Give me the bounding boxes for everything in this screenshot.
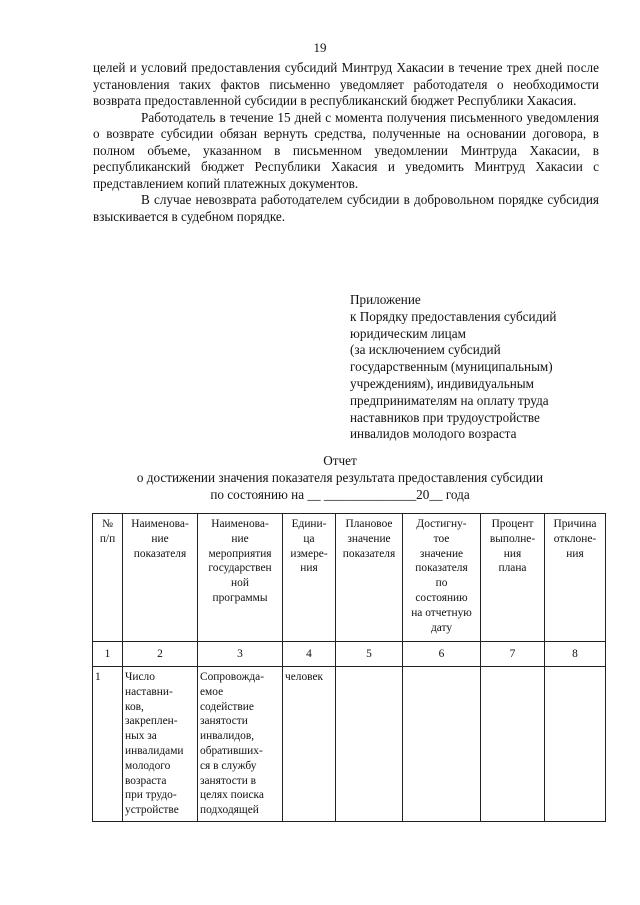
paragraph-3: В случае невозврата работодателем субсидии в добровольном порядке субсидия взыскивается в судебном порядке. [93, 192, 599, 224]
table-cell-number: 1 [93, 667, 123, 822]
report-table [92, 513, 606, 822]
table-cell-percent-completion [481, 667, 545, 822]
table-column-number-row [93, 642, 606, 667]
header-cell-number: № п/п [93, 514, 123, 642]
column-number: 6 [403, 642, 481, 667]
column-number: 1 [93, 642, 123, 667]
column-number: 7 [481, 642, 545, 667]
appendix-line: (за исключением субсидий [350, 342, 501, 358]
appendix-line: к Порядку предоставления субсидий [350, 308, 557, 324]
header-cell-achieved-value: Достигну- тое значение показателя по состоянию на отчетную дату [403, 514, 481, 642]
header-cell-percent-completion: Процент выполне- ния плана [481, 514, 545, 642]
report-date-line: по состоянию на __ ______________20__ года [210, 487, 470, 502]
table-cell-indicator-name: Число наставни- ков, закреплен- ных за инвалидами молодого возраста при трудо- устройстве [123, 667, 198, 822]
paragraph-1: целей и условий предоставления субсидий Минтруд Хакасии в течение трех дней после установления таких фактов письменно уведомляет работодателя о необходимости возврата предоставленной субсидии в республиканский бюджет Республики Хакасия. [93, 60, 599, 108]
table-cell-unit: человек [283, 667, 336, 822]
table-cell-achieved-value [403, 667, 481, 822]
page-number: 19 [313, 40, 327, 55]
header-cell-deviation-reason: Причина отклоне- ния [545, 514, 606, 642]
column-number: 4 [283, 642, 336, 667]
header-cell-indicator-name: Наименова- ние показателя [123, 514, 198, 642]
table-header-row [93, 514, 606, 642]
header-cell-planned-value: Плановое значение показателя [336, 514, 403, 642]
header-cell-program-activity: Наименова- ние мероприятия государствен ной программы [198, 514, 283, 642]
appendix-line: юридическим лицам [350, 325, 466, 341]
report-subtitle: о достижении значения показателя результата предоставления субсидии [136, 470, 544, 485]
appendix-line: Приложение [350, 292, 421, 307]
header-cell-unit: Едини- ца измере- ния [283, 514, 336, 642]
appendix-line: государственным (муниципальным) [350, 359, 553, 375]
appendix-line: наставников при трудоустройстве [350, 409, 540, 425]
column-number: 8 [545, 642, 606, 667]
report-title: Отчет [323, 453, 357, 468]
column-number: 2 [123, 642, 198, 667]
appendix-block [350, 292, 600, 443]
appendix-line: учреждениям), индивидуальным [350, 375, 534, 391]
table-row [93, 667, 606, 822]
appendix-line: инвалидов молодого возраста [350, 426, 517, 442]
column-number: 3 [198, 642, 283, 667]
table-cell-planned-value [336, 667, 403, 822]
body-text [93, 60, 599, 225]
paragraph-2: Работодатель в течение 15 дней с момента получения письменного уведомления о возврате субсидии обязан вернуть средства, полученные на основании договора, в полном объеме, указанном в письменном уведомлении Минтруда Хакасии, в республиканский бюджет Республики Хакасия и уведомить Минтруд Хакасии с представлением копий платежных документов. [93, 109, 599, 191]
appendix-line: предпринимателям на оплату труда [350, 392, 549, 408]
table-cell-program-activity: Сопровожда- емое содействие занятости инвалидов, обративших- ся в службу занятости в целях поиска подходящей [198, 667, 283, 822]
table-cell-deviation-reason [545, 667, 606, 822]
column-number: 5 [336, 642, 403, 667]
